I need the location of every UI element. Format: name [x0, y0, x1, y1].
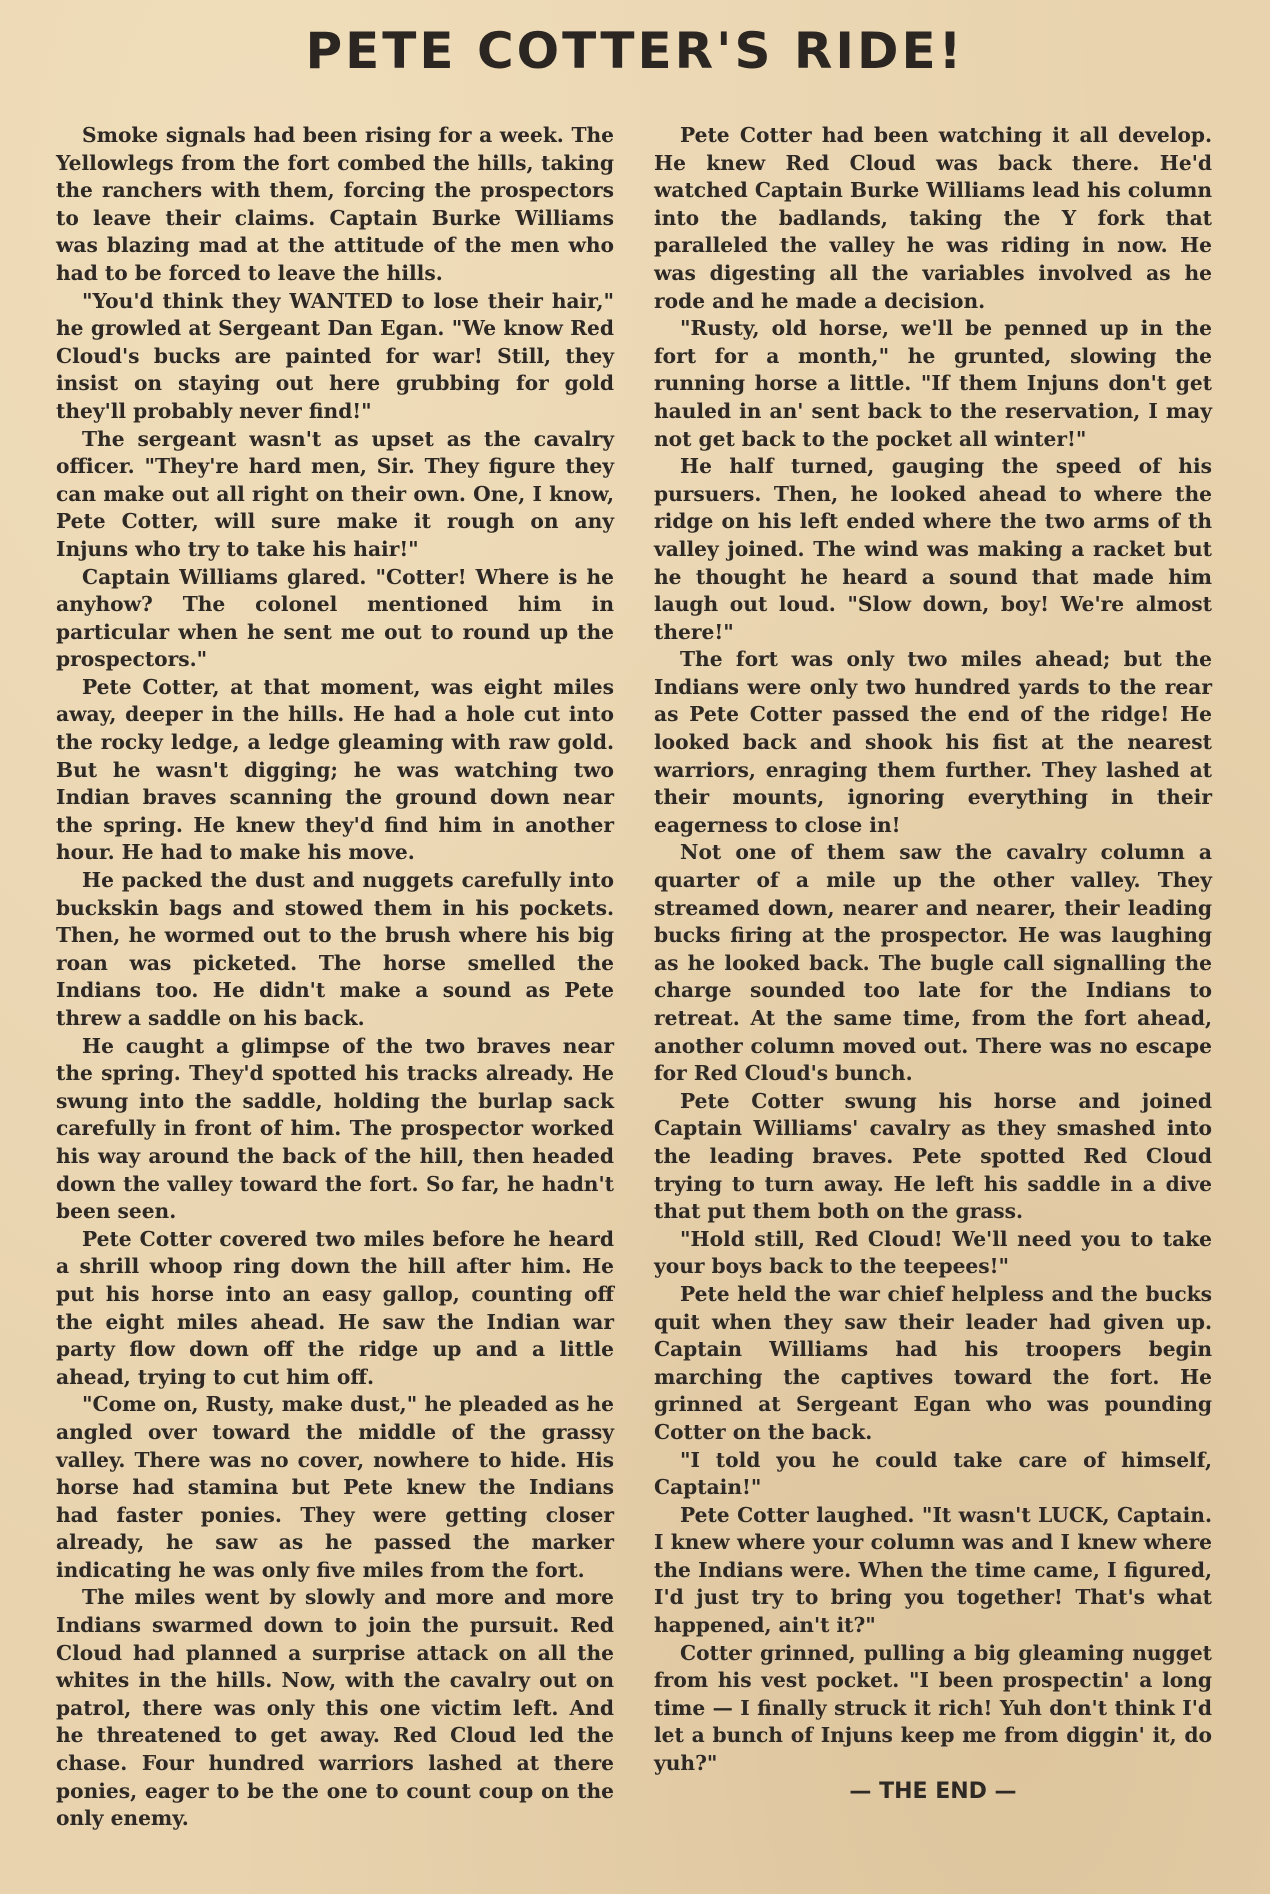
paragraph: Pete Cotter, at that moment, was eight miles away, deeper in the hills. He had a hole cut into the rocky ledge, a ledge gleaming with raw gold. But he wasn't digging; he was watching two Indian braves scanning the ground down near the spring. He knew they'd find him in another hour. He had to make his move.: [56, 674, 614, 865]
paragraph: "I told you he could take care of himself, Captain!": [654, 1447, 1212, 1500]
paragraph: Pete Cotter laughed. "It wasn't LUCK, Captain. I knew where your column was and I knew where the Indians were. When the time came, I figured, I'd just try to bring you together! That's what happened, ain't it?": [654, 1502, 1212, 1638]
paragraph: Pete Cotter had been watching it all develop. He knew Red Cloud was back there. He'd watched Captain Burke Williams lead his column into the badlands, taking the Y fork that paralleled the valley he was riding in now. He was digesting all the variables involved as he rode and he made a decision.: [654, 123, 1212, 313]
paragraph: He packed the dust and nuggets carefully into buckskin bags and stowed them in his pockets. Then, he wormed out to the brush where his big roan was picketed. The horse smelled the Indians too. He didn't make a sound as Pete threw a saddle on his back.: [56, 868, 614, 1030]
paragraph: "Come on, Rusty, make dust," he pleaded as he angled over toward the middle of the grassy valley. There was no cover, nowhere to hide. His horse had stamina but Pete knew the Indians had faster ponies. They were getting closer already, he saw as he passed the marker indicating he was only five miles from the fort.: [56, 1392, 614, 1582]
paragraph: "Hold still, Red Cloud! We'll need you to take your boys back to the teepees!": [654, 1226, 1212, 1279]
the-end-label: — THE END —: [849, 1778, 1017, 1804]
paragraph: "You'd think they WANTED to lose their hair," he growled at Sergeant Dan Egan. "We know Red Cloud's bucks are painted for war! Still, they insist on staying out here grubbing for gold they'll probably never find!": [56, 288, 614, 423]
paragraph: The fort was only two miles ahead; but the Indians were only two hundred yards to the rear as Pete Cotter passed the end of the ridge! He looked back and shook his fist at the nearest warriors, enraging them further. They lashed at their mounts, ignoring everything in their eagerness to close in!: [654, 647, 1212, 837]
paragraph: Not one of them saw the cavalry column a quarter of a mile up the other valley. They streamed down, nearer and nearer, their leading bucks firing at the prospector. He was laughing as he looked back. The bugle call signalling the charge sounded too late for the Indians to retreat. At the same time, from the fort ahead, another column moved out. There was no escape for Red Cloud's bunch.: [654, 840, 1212, 1086]
left-column: [56, 122, 614, 1833]
paragraph: Smoke signals had been rising for a week. The Yellowlegs from the fort combed the hills, taking the ranchers with them, forcing the prospectors to leave their claims. Captain Burke Williams was blazing mad at the attitude of the men who had to be forced to leave the hills.: [56, 123, 614, 285]
paragraph: "Rusty, old horse, we'll be penned up in the fort for a month," he grunted, slowing the running horse a little. "If them Injuns don't get hauled in an' sent back to the reservation, I may not get back to the pocket all winter!": [654, 316, 1212, 451]
paragraph: Cotter grinned, pulling a big gleaming nugget from his vest pocket. "I been prospectin' a long time — I finally struck it rich! Yuh don't think I'd let a bunch of Injuns keep me from diggin' it, do yuh?": [654, 1640, 1212, 1776]
paragraph: He half turned, gauging the speed of his pursuers. Then, he looked ahead to where the ridge on his left ended where the two arms of th valley joined. The wind was making a racket but he thought he heard a sound that made him laugh out loud. "Slow down, boy! We're almost there!": [654, 454, 1212, 644]
paragraph: Pete Cotter swung his horse and joined Captain Williams' cavalry as they smashed into the leading braves. Pete spotted Red Cloud trying to turn away. He left his saddle in a dive that put them both on the grass.: [654, 1088, 1212, 1224]
paragraph: Pete Cotter covered two miles before he heard a shrill whoop ring down the hill after him. He put his horse into an easy gallop, counting off the eight miles ahead. He saw the Indian war party flow down off the ridge up and a little ahead, trying to cut him off.: [56, 1226, 614, 1389]
right-column: [654, 122, 1212, 1805]
paragraph: Captain Williams glared. "Cotter! Where is he anyhow? The colonel mentioned him in particular when he sent me out to round up the prospectors.": [56, 564, 614, 672]
paragraph: He caught a glimpse of the two braves near the spring. They'd spotted his tracks already. He swung into the saddle, holding the burlap sack carefully in front of him. The prospector worked his way around the back of the hill, then headed down the valley toward the fort. So far, he hadn't been seen.: [56, 1033, 614, 1224]
paragraph: The sergeant wasn't as upset as the cavalry officer. "They're hard men, Sir. They figure they can make out all right on their own. One, I know, Pete Cotter, will sure make it rough on any Injuns who try to take his hair!": [56, 426, 614, 561]
paragraph: Pete held the war chief helpless and the bucks quit when they saw their leader had given up. Captain Williams had his troopers begin marching the captives toward the fort. He grinned at Sergeant Egan who was pounding Cotter on the back.: [654, 1281, 1212, 1444]
story-title: PETE COTTER'S RIDE!: [305, 22, 965, 80]
paragraph: The miles went by slowly and more and more Indians swarmed down to join the pursuit. Red Cloud had planned a surprise attack on all the whites in the hills. Now, with the cavalry out on patrol, there was only this one victim left. And he threatened to get away. Red Cloud led the chase. Four hundred warriors lashed at there ponies, eager to be the one to count coup on the only enemy.: [56, 1585, 614, 1831]
